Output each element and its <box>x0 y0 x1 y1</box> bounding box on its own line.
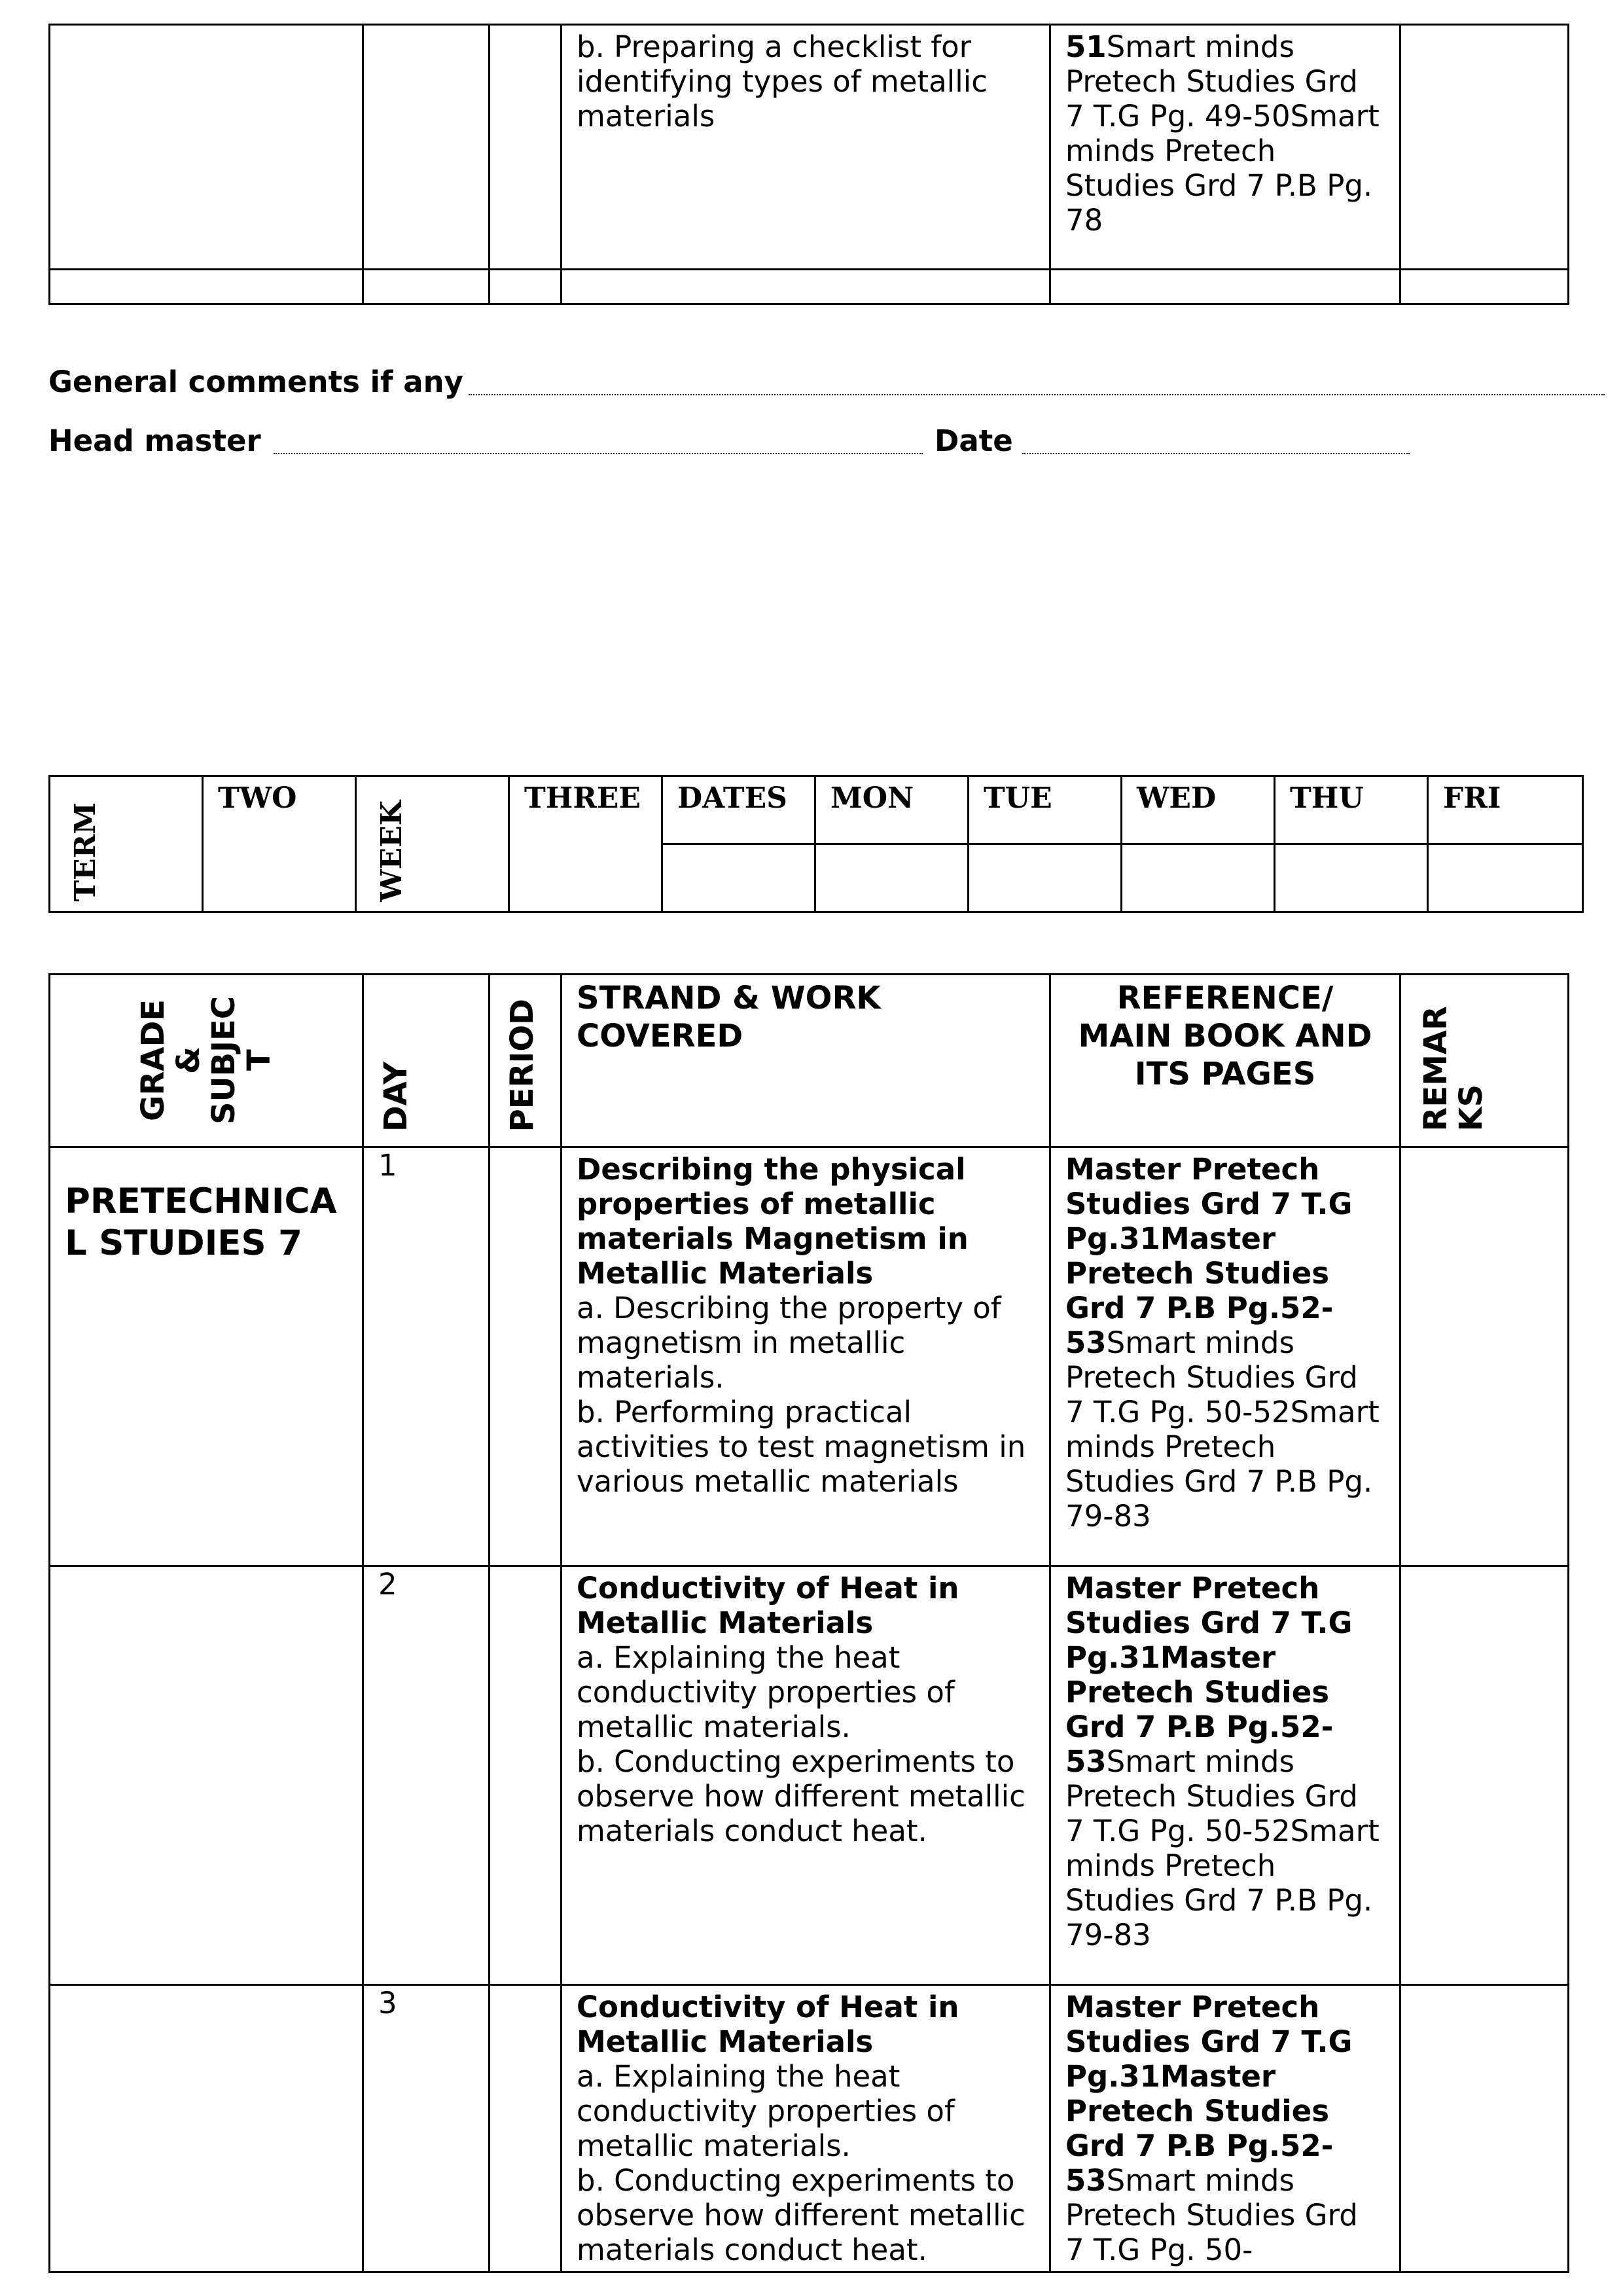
reference-bold: Master Pretech Studies Grd 7 T.G Pg.31Master Pretech Studies Grd 7 P.B Pg.52-53 <box>1065 1990 1353 2198</box>
work-cell <box>562 1985 1050 2272</box>
subject-name: PRETECHNICA L STUDIES 7 <box>50 1147 363 1566</box>
reference-header: REFERENCE/ MAIN BOOK AND ITS PAGES <box>1050 975 1400 1147</box>
period-header <box>490 975 562 1147</box>
dates-label: DATES <box>662 776 815 844</box>
remarks-cell <box>1400 1147 1569 1566</box>
remarks-header <box>1400 975 1569 1147</box>
reference-bold: Master Pretech Studies Grd 7 T.G Pg.31Master Pretech Studies Grd 7 P.B Pg.52-53 <box>1065 1152 1353 1360</box>
strand-header: STRAND & WORK COVERED <box>562 975 1050 1147</box>
empty-cell <box>490 270 562 304</box>
header-row <box>50 975 1569 1147</box>
scheme-of-work-table <box>48 973 1569 2273</box>
thu-date-cell[interactable] <box>1275 844 1428 912</box>
fri-date-cell[interactable] <box>1428 844 1583 912</box>
lesson-heading: Describing the physical properties of metallic materials Magnetism in Metallic Materials <box>577 1152 969 1291</box>
work-text: b. Preparing a checklist for identifying types of metallic materials <box>577 29 988 134</box>
day-tue: TUE <box>969 776 1122 844</box>
dates-value-cell[interactable] <box>662 844 815 912</box>
day-thu: THU <box>1275 776 1428 844</box>
lesson-heading: Conductivity of Heat in Metallic Materials <box>577 1571 959 1640</box>
reference-text: Smart minds Pretech Studies Grd 7 T.G Pg. 50- <box>1065 2163 1358 2267</box>
reference-cell <box>1050 25 1400 270</box>
remarks-cell <box>1400 25 1569 270</box>
day-number: 3 <box>363 1985 490 2272</box>
empty-cell <box>50 270 363 304</box>
week-label: WEEK <box>375 800 408 902</box>
day-mon: MON <box>815 776 969 844</box>
term-value: TWO <box>203 776 356 912</box>
day-number: 2 <box>363 1566 490 1985</box>
reference-cell <box>1050 1566 1400 1985</box>
reference-cell <box>1050 1985 1400 2272</box>
empty-cell <box>1050 270 1400 304</box>
lesson-objective: b. Performing practical activities to test magnetism in various metallic materials <box>577 1395 1026 1499</box>
table-row <box>50 25 1569 270</box>
table-row <box>50 270 1569 304</box>
date-line[interactable] <box>1022 453 1410 454</box>
period-cell <box>490 1147 562 1566</box>
reference-cell <box>1050 1147 1400 1566</box>
subject-cell <box>50 1985 363 2272</box>
day-wed: WED <box>1122 776 1275 844</box>
reference-bold: Master Pretech Studies Grd 7 T.G Pg.31Master Pretech Studies Grd 7 P.B Pg.52-53 <box>1065 1571 1353 1779</box>
day-number: 1 <box>363 1147 490 1566</box>
tue-date-cell[interactable] <box>969 844 1122 912</box>
empty-cell <box>363 270 490 304</box>
date-label: Date <box>935 423 1013 458</box>
week-label-cell <box>356 776 509 912</box>
term-label-cell <box>50 776 203 912</box>
empty-cell <box>1400 270 1569 304</box>
reference-bold: 51 <box>1065 29 1107 64</box>
table-row <box>50 1147 1569 1566</box>
empty-cell <box>562 270 1050 304</box>
period-cell <box>490 1985 562 2272</box>
general-comments-line[interactable] <box>469 394 1605 395</box>
period-label: PERIOD <box>504 998 541 1132</box>
reference-text: Smart minds Pretech Studies Grd 7 T.G Pg. 49-50Smart minds Pretech Studies Grd 7 P.B Pg. 78 <box>1065 29 1380 238</box>
wed-date-cell[interactable] <box>1122 844 1275 912</box>
grade-subject-header <box>50 975 363 1147</box>
reference-text: Smart minds Pretech Studies Grd 7 T.G Pg. 50-52Smart minds Pretech Studies Grd 7 P.B Pg. 79-83 <box>1065 1744 1380 1952</box>
lesson-objective: b. Conducting experiments to observe how different metallic materials conduct heat. <box>577 2163 1026 2267</box>
general-comments-label: General comments if any <box>48 365 463 399</box>
work-cell <box>562 1566 1050 1985</box>
work-cell <box>562 1147 1050 1566</box>
lesson-heading: Conductivity of Heat in Metallic Materials <box>577 1990 959 2059</box>
term-week-table <box>48 775 1584 913</box>
day-label: DAY <box>378 1061 414 1132</box>
period-cell <box>490 25 562 270</box>
lesson-objective: a. Describing the property of magnetism in metallic materials. <box>577 1291 1001 1395</box>
remarks-cell <box>1400 1985 1569 2272</box>
day-fri: FRI <box>1428 776 1583 844</box>
lesson-objective: a. Explaining the heat conductivity properties of metallic materials. <box>577 1640 955 1744</box>
day-cell <box>363 25 490 270</box>
week-value: THREE <box>509 776 662 912</box>
headmaster-line[interactable] <box>274 453 923 454</box>
reference-text: Smart minds Pretech Studies Grd 7 T.G Pg. 50-52Smart minds Pretech Studies Grd 7 P.B Pg. 79-83 <box>1065 1325 1380 1534</box>
grade-subject-label: GRADE & SUBJEC T <box>135 996 277 1124</box>
grade-cell <box>50 25 363 270</box>
subject-cell <box>50 1566 363 1985</box>
table-row <box>50 1566 1569 1985</box>
remarks-label: REMAR KS <box>1418 1006 1489 1132</box>
table-row <box>50 776 1583 844</box>
lesson-objective: b. Conducting experiments to observe how different metallic materials conduct heat. <box>577 1744 1026 1848</box>
previous-week-table <box>48 24 1569 305</box>
table-row <box>50 1985 1569 2272</box>
day-header <box>363 975 490 1147</box>
mon-date-cell[interactable] <box>815 844 969 912</box>
lesson-objective: a. Explaining the heat conductivity properties of metallic materials. <box>577 2059 955 2163</box>
term-label: TERM <box>69 802 102 902</box>
work-cell <box>562 25 1050 270</box>
headmaster-label: Head master <box>48 423 261 458</box>
period-cell <box>490 1566 562 1985</box>
remarks-cell <box>1400 1566 1569 1985</box>
